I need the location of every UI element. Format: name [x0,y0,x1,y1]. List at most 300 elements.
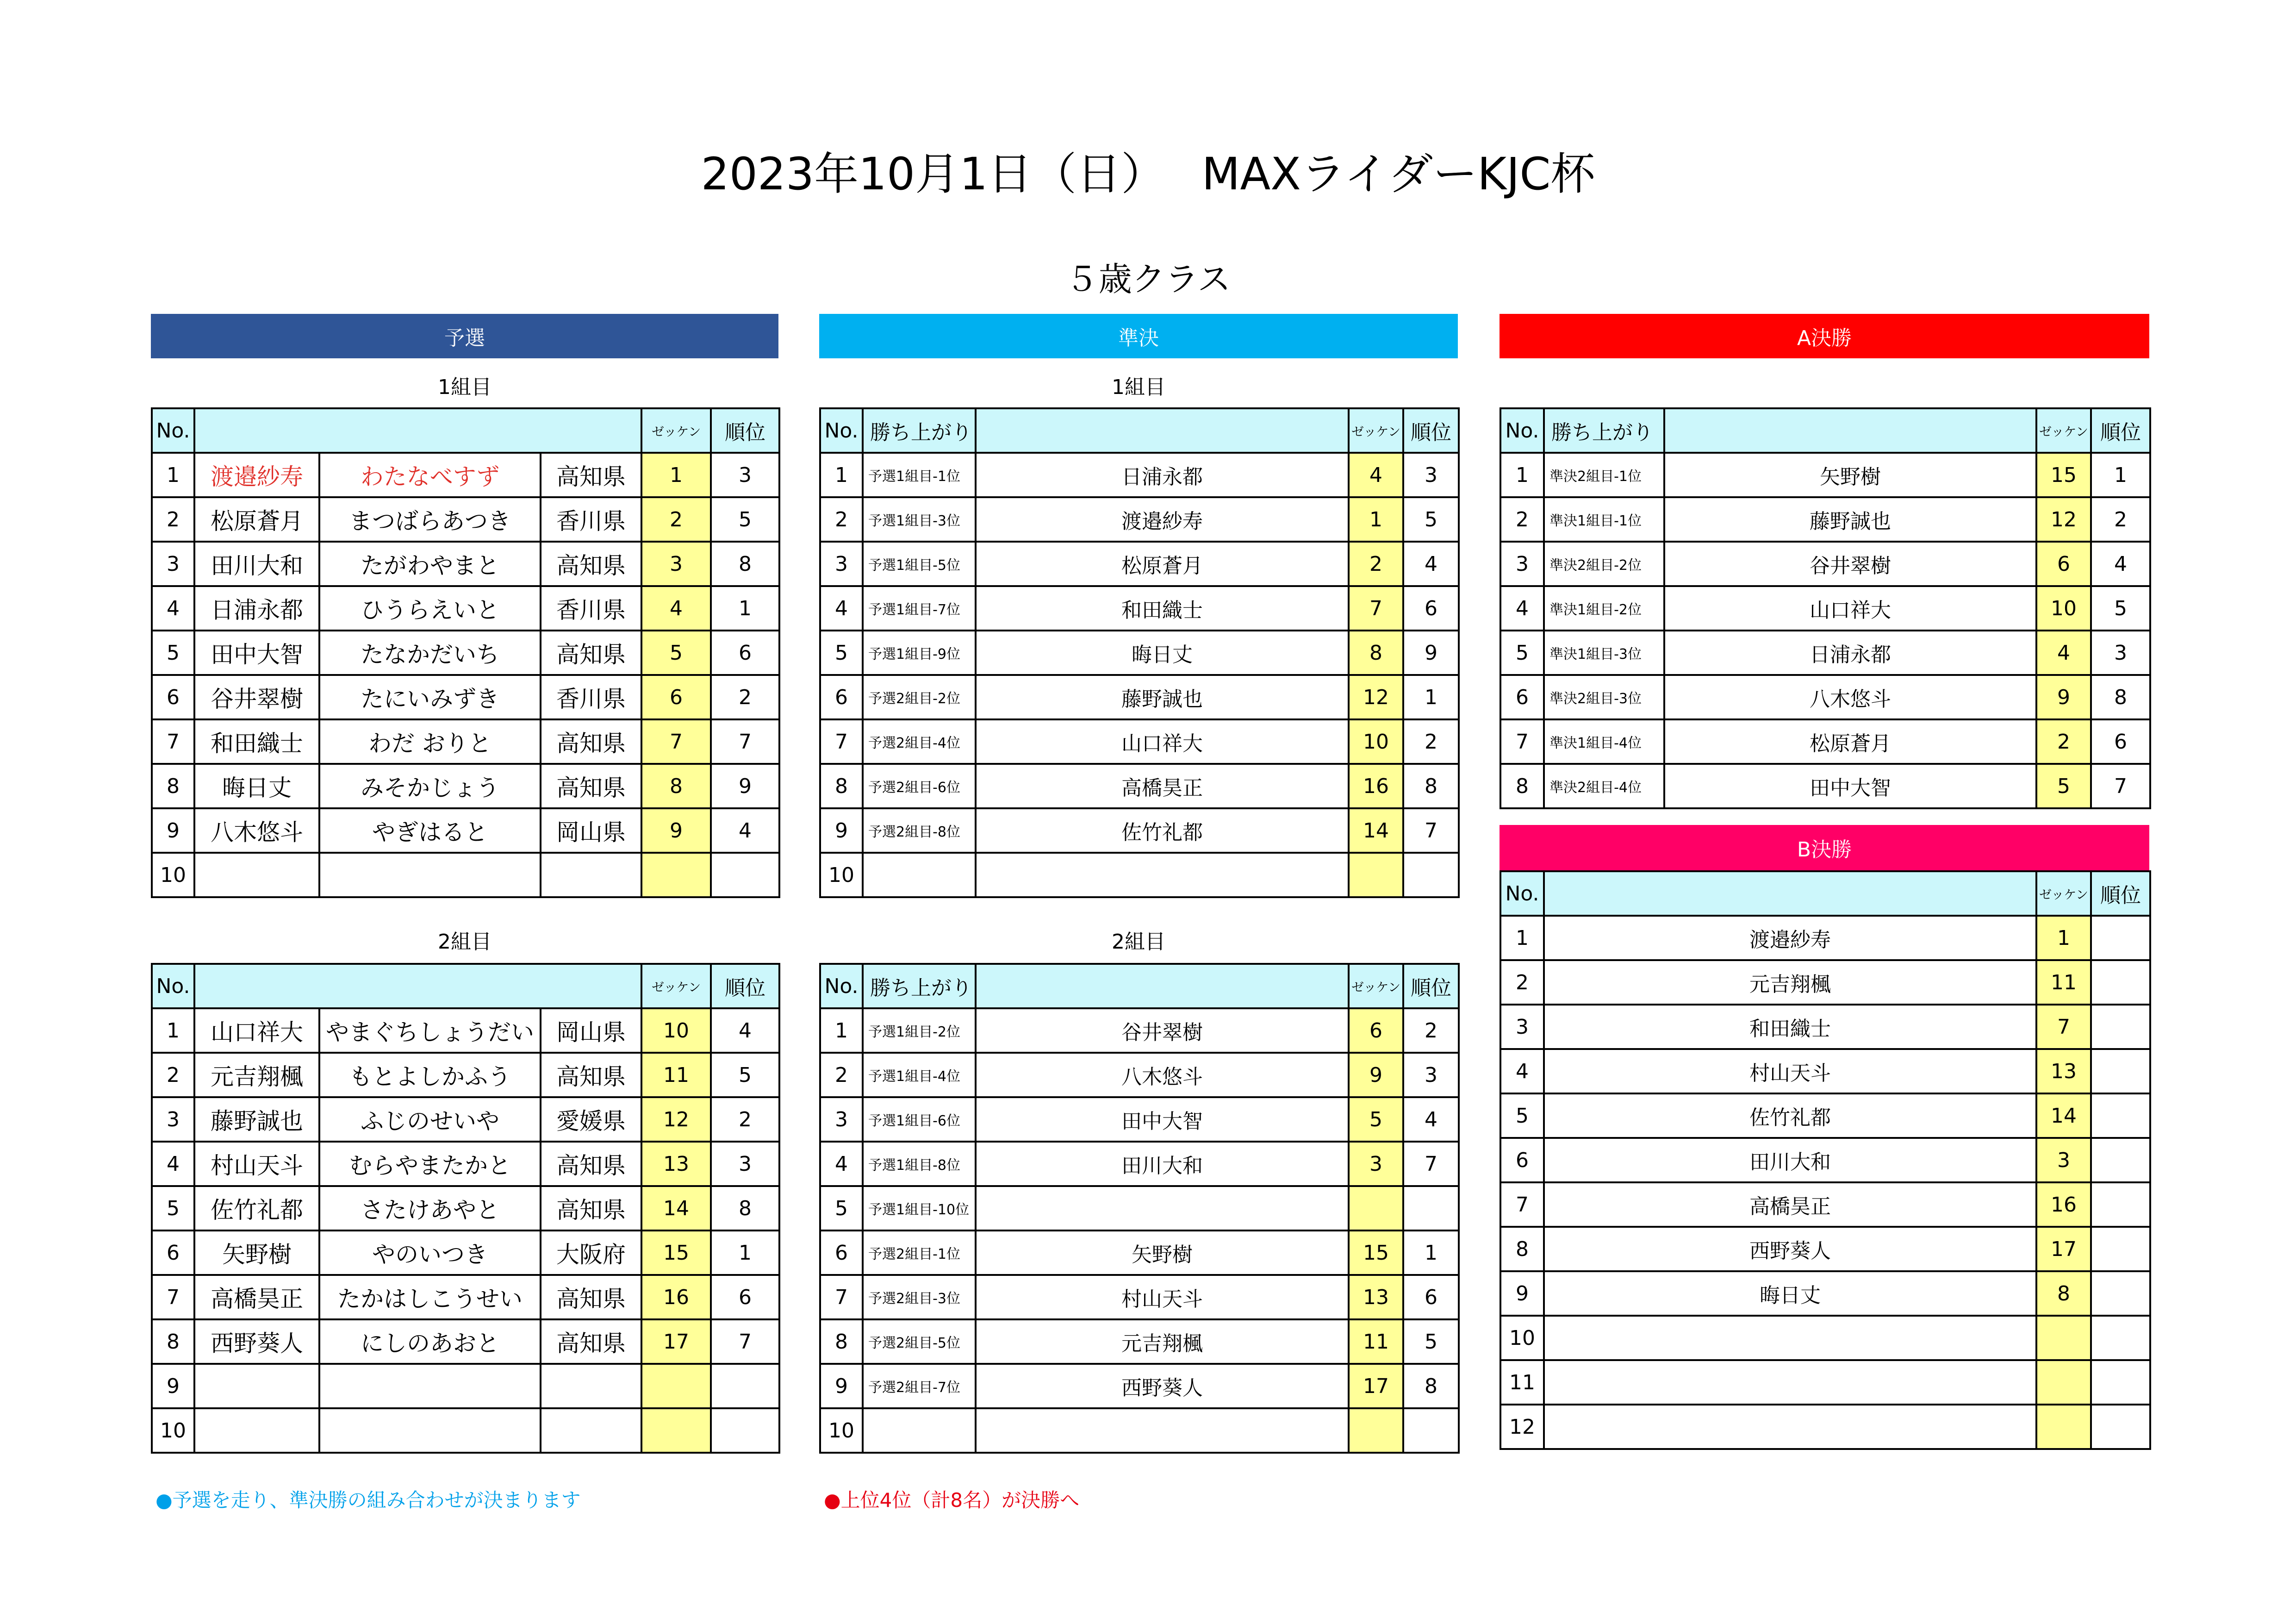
bib-number [641,853,711,897]
row-number: 4 [152,1142,194,1186]
row-number: 2 [152,497,194,542]
rank [1403,853,1459,897]
bib-number: 12 [1349,675,1403,719]
bib-number: 4 [641,586,711,631]
rank: 5 [1403,1319,1459,1364]
rank: 8 [711,542,779,586]
table-row [820,1008,1459,1053]
row-number: 6 [152,675,194,719]
rank [2091,960,2150,1005]
table-row [1500,1360,2150,1405]
row-number: 8 [820,1319,863,1364]
rank: 8 [1403,764,1459,808]
row-number: 7 [1500,1182,1544,1227]
rank [2091,1049,2150,1093]
advanced-from [863,853,976,897]
bib-number: 11 [641,1053,711,1097]
rider-prefecture: 愛媛県 [541,1097,641,1142]
row-number: 8 [152,1319,194,1364]
row-number: 3 [1500,1005,1544,1049]
row-number: 8 [1500,1227,1544,1271]
rider-kana: たがわやまと [319,542,541,586]
rank [711,1364,779,1408]
col-entry-header [194,408,641,453]
rider-name: 日浦永都 [194,586,319,631]
rider-prefecture: 岡山県 [541,1008,641,1053]
rider-name: 村山天斗 [194,1142,319,1186]
rank [2091,1138,2150,1182]
table-row [820,1142,1459,1186]
rider-kana: ふじのせいや [319,1097,541,1142]
col-name-header [976,964,1349,1008]
bib-number: 1 [1349,497,1403,542]
table-row [1500,1049,2150,1093]
rider-kana: まつばらあつき [319,497,541,542]
rider-prefecture: 高知県 [541,719,641,764]
rider-prefecture: 岡山県 [541,808,641,853]
semifinal-group1-table [819,407,1460,898]
rider-name: 西野葵人 [976,1364,1349,1408]
semifinal-group2-table [819,963,1460,1454]
rank: 3 [711,1142,779,1186]
bib-number: 5 [641,631,711,675]
rider-prefecture: 高知県 [541,631,641,675]
rank [2091,1227,2150,1271]
rank: 4 [2091,542,2150,586]
bib-number: 15 [641,1230,711,1275]
rank [2091,1093,2150,1138]
row-number: 2 [1500,497,1544,542]
rider-name: 渡邉紗寿 [194,453,319,497]
col-no-header: No. [820,408,863,453]
advanced-from: 予選1組目-3位 [863,497,976,542]
rank [2091,1182,2150,1227]
rank: 9 [711,764,779,808]
rider-kana: やのいつき [319,1230,541,1275]
rider-name: 高橋昊正 [194,1275,319,1319]
rider-name: 藤野誠也 [976,675,1349,719]
bib-number: 17 [641,1319,711,1364]
table-row [1500,1005,2150,1049]
bib-number: 16 [1349,764,1403,808]
table-row [1500,586,2150,631]
table-row [820,1319,1459,1364]
rank: 7 [711,719,779,764]
table-row [820,764,1459,808]
advanced-from: 予選1組目-10位 [863,1186,976,1230]
rank: 8 [1403,1364,1459,1408]
table-row [152,1142,779,1186]
row-number: 1 [1500,453,1544,497]
advanced-from: 予選1組目-7位 [863,586,976,631]
rider-kana: みそかじょう [319,764,541,808]
rider-kana: ひうらえいと [319,586,541,631]
rider-kana [319,1364,541,1408]
rank: 3 [1403,453,1459,497]
table-row [1500,1182,2150,1227]
bib-number: 15 [1349,1230,1403,1275]
rider-name: 松原蒼月 [1664,719,2036,764]
table-row [820,631,1459,675]
advanced-from: 予選2組目-4位 [863,719,976,764]
table-header-row [152,964,779,1008]
table-row [1500,631,2150,675]
table-row [152,1319,779,1364]
advanced-from: 準決1組目-1位 [1544,497,1664,542]
table-row [152,1053,779,1097]
bib-number: 6 [641,675,711,719]
row-number: 3 [820,1097,863,1142]
bib-number [641,1364,711,1408]
rider-name [976,1186,1349,1230]
advanced-from: 準決2組目-2位 [1544,542,1664,586]
row-number: 5 [1500,1093,1544,1138]
rider-name: 日浦永都 [976,453,1349,497]
table-row [820,719,1459,764]
table-row [152,1008,779,1053]
rider-name: 晦日丈 [976,631,1349,675]
row-number: 7 [152,1275,194,1319]
table-row [820,586,1459,631]
qualifying-group1-label: 1組目 [438,375,492,399]
rank: 2 [1403,1008,1459,1053]
rider-name: 矢野樹 [194,1230,319,1275]
rank [1403,1186,1459,1230]
rider-name [194,1364,319,1408]
bib-number: 8 [641,764,711,808]
rider-name: 山口祥大 [194,1008,319,1053]
rider-name: 矢野樹 [976,1230,1349,1275]
rank [2091,1316,2150,1360]
row-number: 6 [152,1230,194,1275]
table-row [820,1230,1459,1275]
rank: 5 [2091,586,2150,631]
rank: 4 [711,1008,779,1053]
bib-number: 4 [2036,631,2091,675]
table-row [152,853,779,897]
rider-prefecture: 香川県 [541,497,641,542]
bib-number [1349,1186,1403,1230]
rank: 6 [2091,719,2150,764]
row-number: 6 [1500,1138,1544,1182]
rider-name: 山口祥大 [976,719,1349,764]
row-number: 1 [152,1008,194,1053]
rider-prefecture: 高知県 [541,1186,641,1230]
rank: 3 [711,453,779,497]
rider-name: 田中大智 [976,1097,1349,1142]
advanced-from: 予選1組目-4位 [863,1053,976,1097]
rider-prefecture: 高知県 [541,1275,641,1319]
rider-prefecture [541,1408,641,1453]
row-number: 3 [820,542,863,586]
rider-kana: たかはしこうせい [319,1275,541,1319]
table-header-row [1500,871,2150,916]
table-header-row [820,408,1459,453]
row-number: 1 [820,453,863,497]
table-row [152,719,779,764]
table-row [1500,542,2150,586]
row-number: 9 [820,1364,863,1408]
table-row [152,1275,779,1319]
bib-number: 2 [641,497,711,542]
advanced-from: 予選1組目-1位 [863,453,976,497]
rank: 5 [711,497,779,542]
table-row [820,1364,1459,1408]
rider-prefecture: 香川県 [541,675,641,719]
table-row [1500,1227,2150,1271]
rider-name: 松原蒼月 [194,497,319,542]
bib-number: 16 [2036,1182,2091,1227]
rank: 8 [711,1186,779,1230]
table-row [1500,1138,2150,1182]
rank: 4 [1403,542,1459,586]
rank: 7 [1403,1142,1459,1186]
bib-number: 13 [2036,1049,2091,1093]
bib-number: 15 [2036,453,2091,497]
row-number: 2 [152,1053,194,1097]
row-number: 5 [152,1186,194,1230]
semifinal-group2-label: 2組目 [1112,930,1165,954]
table-row [152,631,779,675]
rider-name: 谷井翠樹 [976,1008,1349,1053]
rank: 8 [2091,675,2150,719]
bib-number: 2 [2036,719,2091,764]
col-bib-header: ゼッケン [641,964,711,1008]
b-final-header: B決勝 [1500,825,2149,870]
rank: 4 [1403,1097,1459,1142]
row-number: 2 [820,497,863,542]
rider-name: 西野葵人 [194,1319,319,1364]
bib-number: 14 [641,1186,711,1230]
row-number: 10 [152,853,194,897]
rank: 6 [1403,1275,1459,1319]
rider-name: 藤野誠也 [194,1097,319,1142]
row-number: 4 [152,586,194,631]
rider-name: 晦日丈 [194,764,319,808]
a-final-table [1500,407,2151,809]
advanced-from: 予選2組目-3位 [863,1275,976,1319]
bib-number [2036,1405,2091,1449]
row-number: 6 [820,675,863,719]
table-row [152,1364,779,1408]
rank: 7 [711,1319,779,1364]
rank: 6 [711,1275,779,1319]
row-number: 9 [152,1364,194,1408]
rider-name: 谷井翠樹 [194,675,319,719]
rider-name: 松原蒼月 [976,542,1349,586]
bib-number: 11 [1349,1319,1403,1364]
rank [711,1408,779,1453]
rider-name [976,853,1349,897]
col-name-header [1544,871,2036,916]
rank: 5 [1403,497,1459,542]
bib-number: 12 [641,1097,711,1142]
bib-number: 5 [2036,764,2091,808]
row-number: 10 [820,853,863,897]
rider-name: 谷井翠樹 [1664,542,2036,586]
qualifying-note: ●予選を走り、準決勝の組み合わせが決まります [156,1489,581,1512]
bib-number: 12 [2036,497,2091,542]
row-number: 2 [1500,960,1544,1005]
advanced-from: 準決2組目-3位 [1544,675,1664,719]
bib-number: 17 [1349,1364,1403,1408]
advanced-from: 予選1組目-8位 [863,1142,976,1186]
rank: 2 [2091,497,2150,542]
advanced-from: 予選1組目-9位 [863,631,976,675]
col-from-header: 勝ち上がり [863,964,976,1008]
bib-number [641,1408,711,1453]
rank: 6 [711,631,779,675]
advanced-from: 予選1組目-5位 [863,542,976,586]
row-number: 2 [820,1053,863,1097]
advanced-from: 予選2組目-8位 [863,808,976,853]
col-bib-header: ゼッケン [641,408,711,453]
row-number: 7 [820,719,863,764]
bib-number: 9 [641,808,711,853]
col-bib-header: ゼッケン [1349,408,1403,453]
bib-number: 4 [1349,453,1403,497]
col-bib-header: ゼッケン [2036,871,2091,916]
rider-kana: さたけあやと [319,1186,541,1230]
rider-kana: やぎはると [319,808,541,853]
rider-name: 元吉翔楓 [976,1319,1349,1364]
rider-name: 佐竹礼都 [194,1186,319,1230]
advanced-from: 準決1組目-2位 [1544,586,1664,631]
rider-name: 西野葵人 [1544,1227,2036,1271]
bib-number [1349,853,1403,897]
table-row [152,675,779,719]
bib-number: 3 [1349,1142,1403,1186]
rider-name: 高橋昊正 [1544,1182,2036,1227]
rider-prefecture: 高知県 [541,764,641,808]
table-row [1500,675,2150,719]
row-number: 5 [152,631,194,675]
table-row [820,453,1459,497]
rank: 2 [1403,719,1459,764]
col-from-header: 勝ち上がり [863,408,976,453]
bib-number: 6 [1349,1008,1403,1053]
row-number: 4 [1500,586,1544,631]
rider-kana [319,1408,541,1453]
rider-name: 晦日丈 [1544,1271,2036,1316]
qualifying-group2-label: 2組目 [438,930,492,954]
rank: 1 [1403,1230,1459,1275]
table-row [820,1186,1459,1230]
table-row [820,808,1459,853]
row-number: 10 [820,1408,863,1453]
advanced-from [863,1408,976,1453]
rider-name: 田中大智 [194,631,319,675]
rider-name: 渡邉紗寿 [976,497,1349,542]
rank: 9 [1403,631,1459,675]
row-number: 3 [152,1097,194,1142]
rank [2091,916,2150,960]
rank: 4 [711,808,779,853]
rank: 5 [711,1053,779,1097]
class-subtitle: ５歳クラス [1065,260,1231,299]
advanced-from: 準決1組目-4位 [1544,719,1664,764]
rider-name: 山口祥大 [1664,586,2036,631]
rank: 3 [2091,631,2150,675]
b-final-table [1500,870,2151,1450]
rider-prefecture: 高知県 [541,453,641,497]
rider-kana: やまぐちしょうだい [319,1008,541,1053]
bib-number: 3 [641,542,711,586]
row-number: 6 [820,1230,863,1275]
rider-kana [319,853,541,897]
rider-name: 矢野樹 [1664,453,2036,497]
row-number: 5 [820,1186,863,1230]
bib-number [2036,1360,2091,1405]
rank: 1 [711,1230,779,1275]
advanced-from: 予選2組目-6位 [863,764,976,808]
row-number: 9 [152,808,194,853]
rank: 1 [1403,675,1459,719]
bib-number: 11 [2036,960,2091,1005]
advanced-from: 予選2組目-5位 [863,1319,976,1364]
row-number: 1 [1500,916,1544,960]
rider-name: 村山天斗 [1544,1049,2036,1093]
advanced-from: 準決2組目-4位 [1544,764,1664,808]
advanced-from: 予選1組目-6位 [863,1097,976,1142]
col-name-header [1664,408,2036,453]
table-row [152,1097,779,1142]
table-row [152,1186,779,1230]
rider-kana: にしのあおと [319,1319,541,1364]
advanced-from: 準決1組目-3位 [1544,631,1664,675]
bib-number [1349,1408,1403,1453]
row-number: 9 [1500,1271,1544,1316]
row-number: 10 [1500,1316,1544,1360]
table-row [1500,1316,2150,1360]
table-row [820,1053,1459,1097]
rider-name: 田川大和 [194,542,319,586]
col-no-header: No. [1500,408,1544,453]
bib-number: 14 [2036,1093,2091,1138]
rider-name [1544,1316,2036,1360]
rider-prefecture: 大阪府 [541,1230,641,1275]
row-number: 8 [152,764,194,808]
rider-name [976,1408,1349,1453]
bib-number: 6 [2036,542,2091,586]
row-number: 7 [820,1275,863,1319]
rider-name: 元吉翔楓 [194,1053,319,1097]
rider-prefecture: 香川県 [541,586,641,631]
table-row [1500,916,2150,960]
col-no-header: No. [152,408,194,453]
table-row [1500,719,2150,764]
col-no-header: No. [152,964,194,1008]
rider-name [1544,1360,2036,1405]
col-rank-header: 順位 [2091,408,2150,453]
col-no-header: No. [1500,871,1544,916]
table-row [820,1097,1459,1142]
col-rank-header: 順位 [711,964,779,1008]
row-number: 7 [152,719,194,764]
rider-prefecture: 高知県 [541,542,641,586]
advanced-from: 予選2組目-2位 [863,675,976,719]
bib-number: 3 [2036,1138,2091,1182]
col-no-header: No. [820,964,863,1008]
bib-number: 1 [2036,916,2091,960]
table-row [820,542,1459,586]
bib-number: 7 [2036,1005,2091,1049]
table-row [152,453,779,497]
advanced-from: 準決2組目-1位 [1544,453,1664,497]
rider-name: 田中大智 [1664,764,2036,808]
rider-prefecture [541,853,641,897]
rank [711,853,779,897]
